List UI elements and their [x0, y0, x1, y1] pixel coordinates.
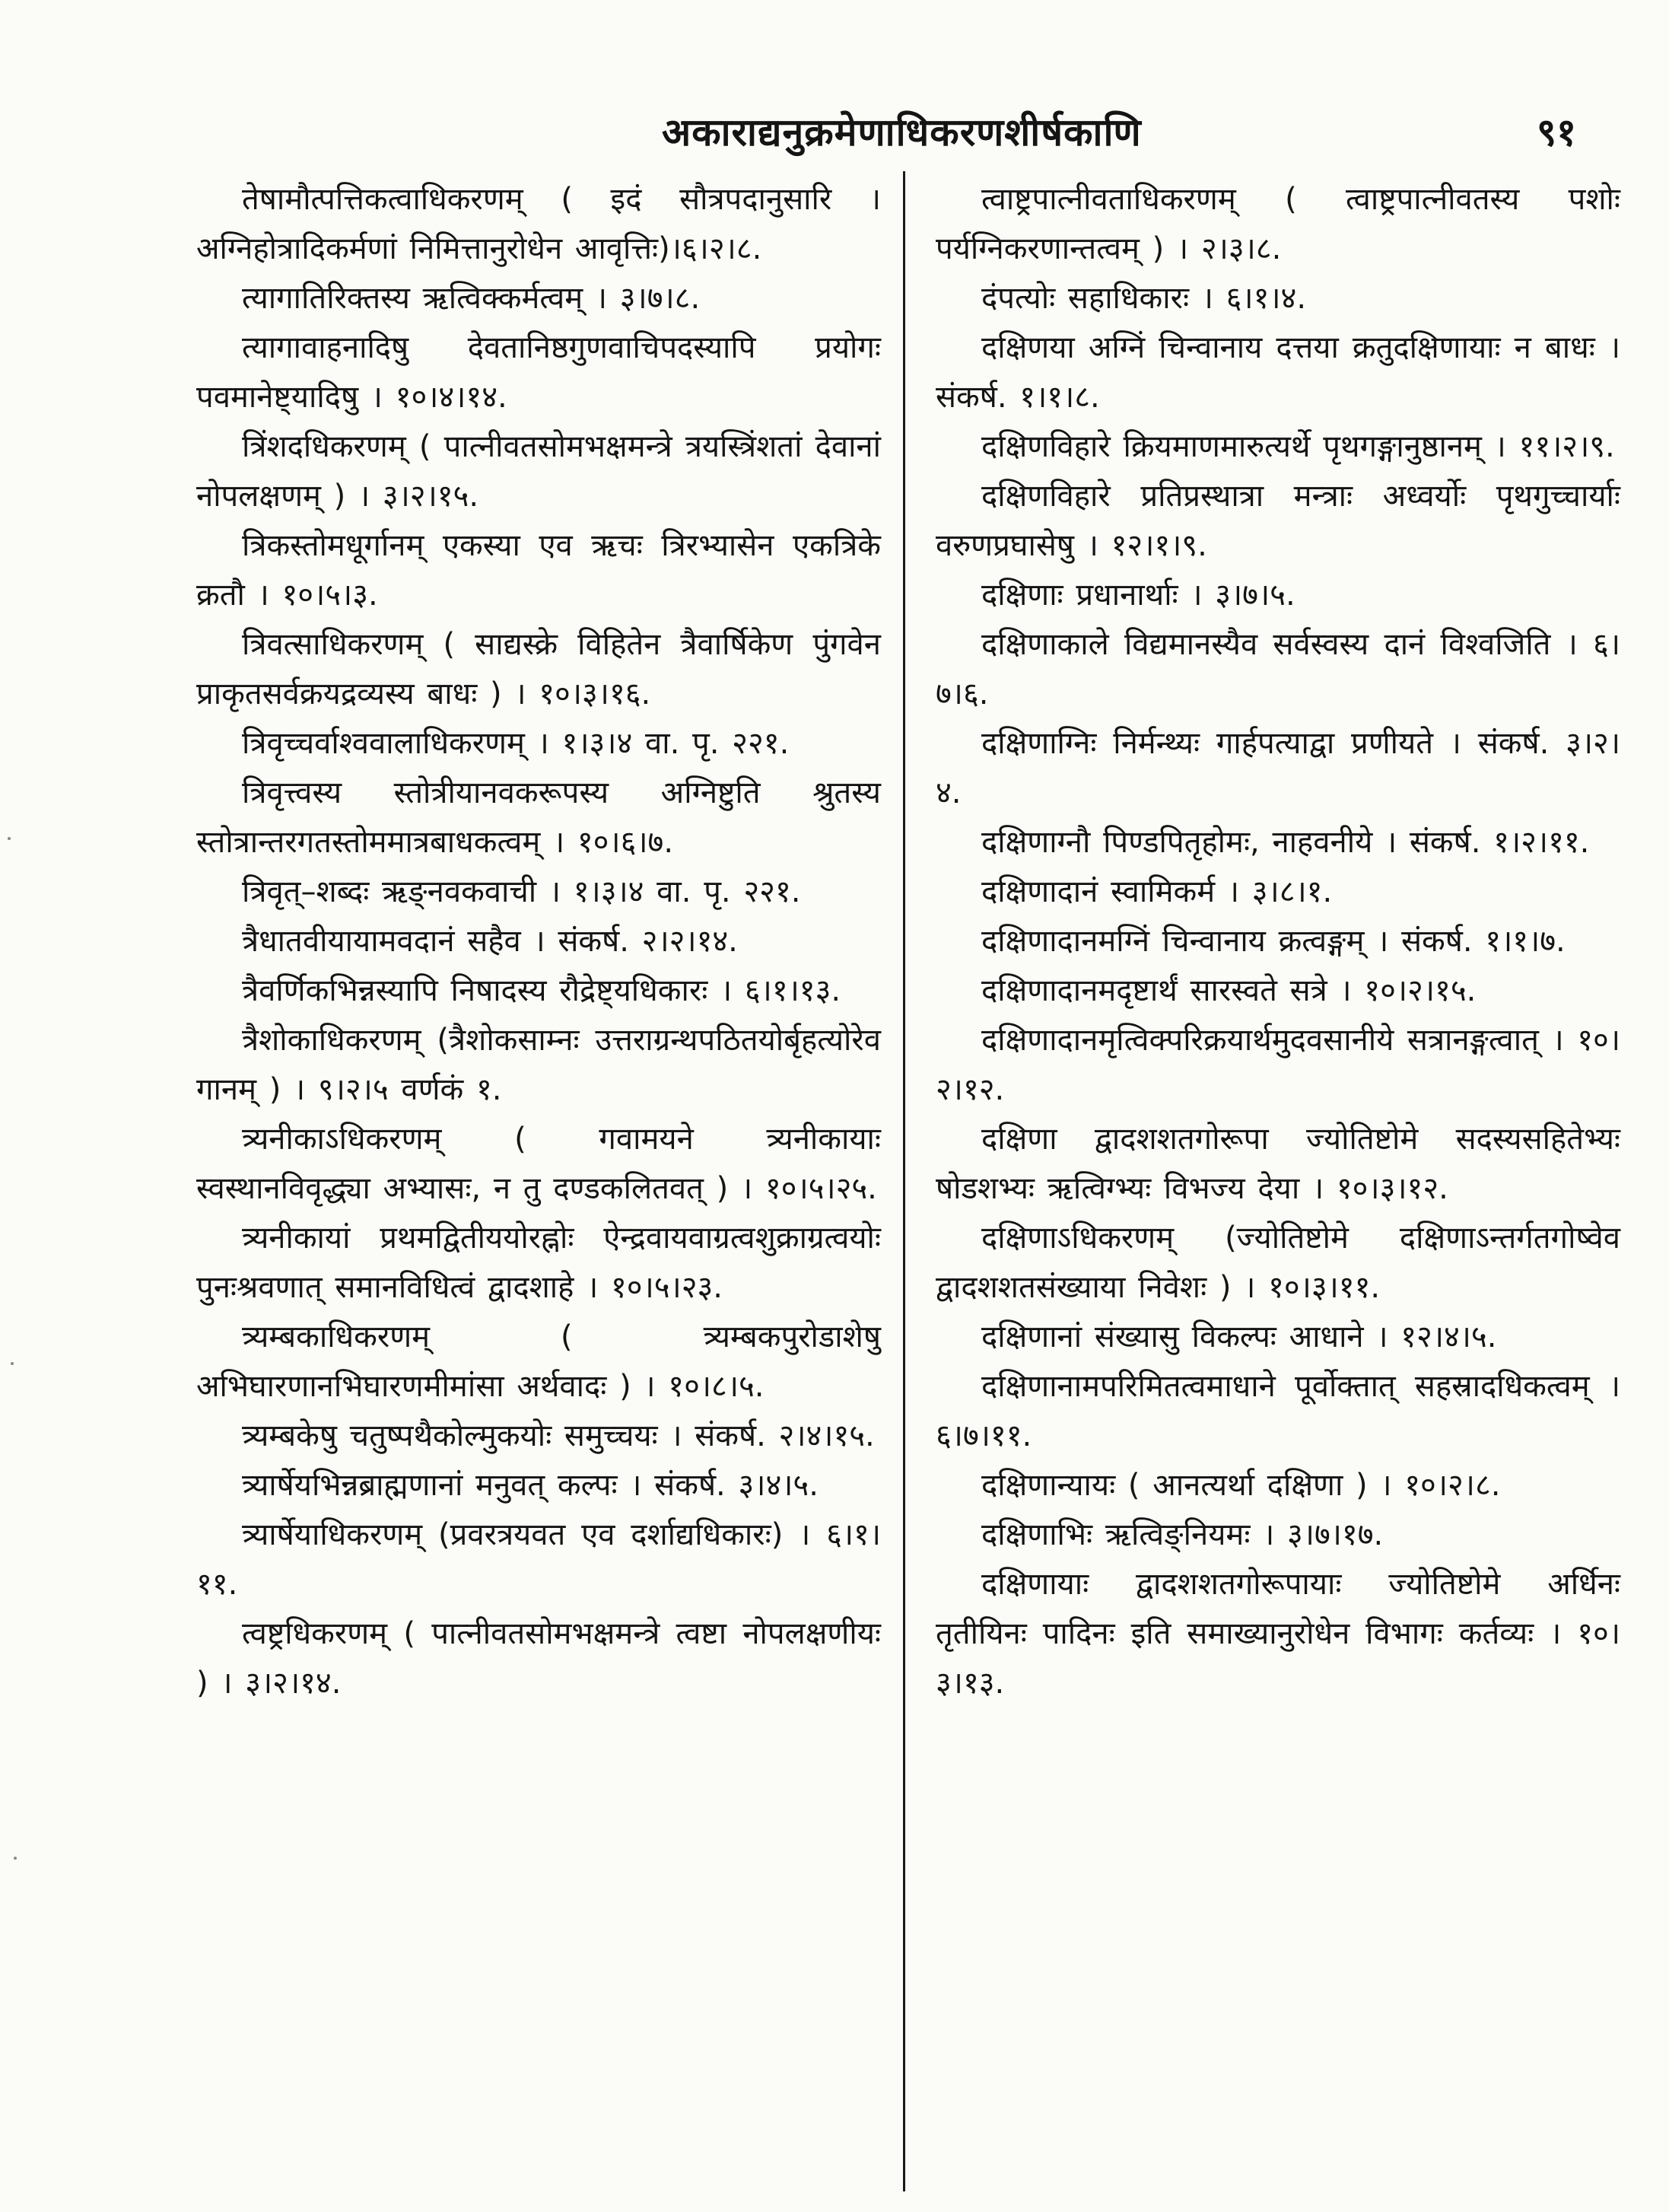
index-entry: त्रिवृत्त्वस्य स्तोत्रीयानवकरूपस्य अग्निष्टुति श्रुतस्य स्तोत्रान्तरगतस्तोममात्रबाधकत्वम् । १०।६।७.	[196, 775, 881, 860]
index-entry: दक्षिणादानमदृष्टार्थं सारस्वते सत्रे । १०।२।१५.	[981, 973, 1477, 1008]
index-entry: त्रिवत्साधिकरणम् ( साद्यस्क्रे विहितेन त्रैवार्षिकेण पुंगवेन प्राकृतसर्वक्रयद्रव्यस्य बाधः ) । १०।३।१६.	[196, 627, 881, 711]
index-entry: त्रैधातवीयायामवदानं सहैव । संकर्ष. २।२।१४.	[242, 924, 738, 959]
index-entry: त्रिकस्तोमधूर्गानम् एकस्या एव ऋचः त्रिरभ्यासेन एकत्रिके क्रतौ । १०।५।३.	[196, 528, 881, 613]
index-entry: दंपत्योः सहाधिकारः । ६।१।४.	[981, 281, 1307, 316]
index-entry: त्वष्ट्रधिकरणम् ( पात्नीवतसोमभक्षमन्त्रे त्वष्टा नोपलक्षणीयः ) । ३।२।१४.	[196, 1616, 881, 1701]
index-entry: दक्षिणा द्वादशशतगोरूपा ज्योतिष्टोमे सदस्यसहितेभ्यः षोडशभ्यः ऋत्विग्भ्यः विभज्य देया । १०।३।१२.	[936, 1122, 1620, 1206]
index-entry: त्र्यनीकायां प्रथमद्वितीययोरह्नोः ऐन्द्रवायवाग्रत्वशुक्राग्रत्वयोः पुनःश्रवणात् समानविधित्वं द्वादशाहे । १०।५।२३.	[196, 1221, 881, 1305]
index-entry: दक्षिणाग्निः निर्मन्थ्यः गार्हपत्याद्वा प्रणीयते । संकर्ष. ३।२।४.	[936, 726, 1620, 810]
index-entry: त्यागावाहनादिषु देवतानिष्ठगुणवाचिपदस्यापि प्रयोगः पवमानेष्ट्यादिषु । १०।४।१४.	[196, 330, 881, 415]
index-entry: दक्षिणान्यायः ( आनत्यर्था दक्षिणा ) । १०।२।८.	[981, 1468, 1501, 1503]
scan-speck	[14, 1857, 17, 1860]
index-entry: दक्षिणाऽधिकरणम् (ज्योतिष्टोमे दक्षिणाऽन्तर्गतगोष्वेव द्वादशशतसंख्याया निवेशः ) । १०।३।११.	[936, 1221, 1620, 1305]
index-entry: दक्षिणादानमग्निं चिन्वानाय क्रत्वङ्गम् । संकर्ष. १।१।७.	[981, 924, 1566, 959]
index-entry: दक्षिणादानमृत्विक्परिक्रयार्थमुदवसानीये सत्रानङ्गत्वात् । १०।२।१२.	[936, 1023, 1620, 1107]
index-entry: दक्षिणविहारे प्रतिप्रस्थात्रा मन्त्राः अध्वर्योः पृथगुच्चार्याः वरुणप्रघासेषु । १२।१।९.	[936, 479, 1620, 563]
index-entry: दक्षिणाः प्रधानार्थाः । ३।७।५.	[981, 578, 1295, 613]
index-entry: दक्षिणानामपरिमितत्वमाधाने पूर्वोक्तात् सहस्रादधिकत्वम् । ६।७।११.	[936, 1369, 1620, 1453]
right-column	[936, 175, 1620, 1708]
running-title: अकाराद्यनुक्रमेणाधिकरणशीर्षकाणि	[662, 110, 1142, 154]
index-entry: त्र्यार्षेयाधिकरणम् (प्रवरत्रयवत एव दर्शाद्यधिकारः) । ६।१।११.	[196, 1517, 881, 1602]
index-entry: दक्षिणाकाले विद्यमानस्यैव सर्वस्वस्य दानं विश्वजिति । ६।७।६.	[936, 627, 1620, 711]
index-entry: दक्षिणाग्नौ पिण्डपितृहोमः, नाहवनीये । संकर्ष. १।२।११.	[981, 825, 1590, 860]
index-entry: त्यागातिरिक्तस्य ऋत्विक्कर्मत्वम् । ३।७।८.	[242, 281, 701, 316]
scan-speck	[11, 1362, 14, 1365]
index-entry: त्रिंशदधिकरणम् ( पात्नीवतसोमभक्षमन्त्रे त्रयस्त्रिंशतां देवानां नोपलक्षणम् ) । ३।२।१५.	[196, 429, 881, 514]
index-entry: त्र्यार्षेयभिन्नब्राह्मणानां मनुवत् कल्पः । संकर्ष. ३।४।५.	[242, 1468, 819, 1503]
index-entry: त्र्यम्बकेषु चतुष्पथैकोल्मुकयोः समुच्चयः । संकर्ष. २।४।१५.	[242, 1418, 875, 1453]
page-header	[0, 99, 1669, 160]
index-entry: त्रैशोकाधिकरणम् (त्रैशोकसाम्नः उत्तराग्रन्थपठितयोर्बृहत्योरेव गानम् ) । ९।२।५ वर्णकं १.	[196, 1023, 881, 1107]
column-divider	[903, 171, 905, 2191]
index-entry: दक्षिणविहारे क्रियमाणमारुत्यर्थे पृथगङ्गानुष्ठानम् । ११।२।९.	[981, 429, 1615, 464]
index-entry: दक्षिणादानं स्वामिकर्म । ३।८।१.	[981, 874, 1333, 909]
index-entry: दक्षिणानां संख्यासु विकल्पः आधाने । १२।४।५.	[981, 1319, 1497, 1354]
index-entry: दक्षिणायाः द्वादशशतगोरूपायाः ज्योतिष्टोमे अर्धिनः तृतीयिनः पादिनः इति समाख्यानुरोधेन विभागः कर्तव्यः । १०।३।१३.	[936, 1567, 1620, 1701]
index-entry: त्वाष्ट्रपात्नीवताधिकरणम् ( त्वाष्ट्रपात्नीवतस्य पशोः पर्यग्निकरणान्तत्वम् ) । २।३।८.	[936, 182, 1620, 266]
left-column	[196, 175, 881, 1708]
index-entry: दक्षिणया अग्निं चिन्वानाय दत्तया क्रतुदक्षिणायाः न बाधः । संकर्ष. १।१।८.	[936, 330, 1620, 415]
page-number: ९१	[1537, 110, 1576, 154]
index-entry: त्रिवृत्–शब्दः ऋङ्नवकवाची । १।३।४ वा. पृ. २२१.	[242, 874, 801, 909]
index-entry: दक्षिणाभिः ऋत्विङ्नियमः । ३।७।१७.	[981, 1517, 1384, 1552]
index-entry: त्रिवृच्चर्वाश्ववालाधिकरणम् । १।३।४ वा. पृ. २२१.	[242, 726, 790, 761]
index-entry: त्र्यम्बकाधिकरणम् ( त्र्यम्बकपुरोडाशेषु अभिघारणानभिघारणमीमांसा अर्थवादः ) । १०।८।५.	[196, 1319, 881, 1404]
index-entry: त्रैवर्णिकभिन्नस्यापि निषादस्य रौद्रेष्ट्यधिकारः । ६।१।१३.	[242, 973, 841, 1008]
index-entry: तेषामौत्पत्तिकत्वाधिकरणम् ( इदं सौत्रपदानुसारि । अग्निहोत्रादिकर्मणां निमित्तानुरोधेन आवृत्तिः)।६।२।८.	[196, 182, 881, 266]
scan-speck	[8, 837, 11, 840]
index-entry: त्र्यनीकाऽधिकरणम् ( गवामयने त्र्यनीकायाः स्वस्थानविवृद्ध्या अभ्यासः, न तु दण्डकलितवत् ) । १०।५।२५.	[196, 1122, 881, 1206]
